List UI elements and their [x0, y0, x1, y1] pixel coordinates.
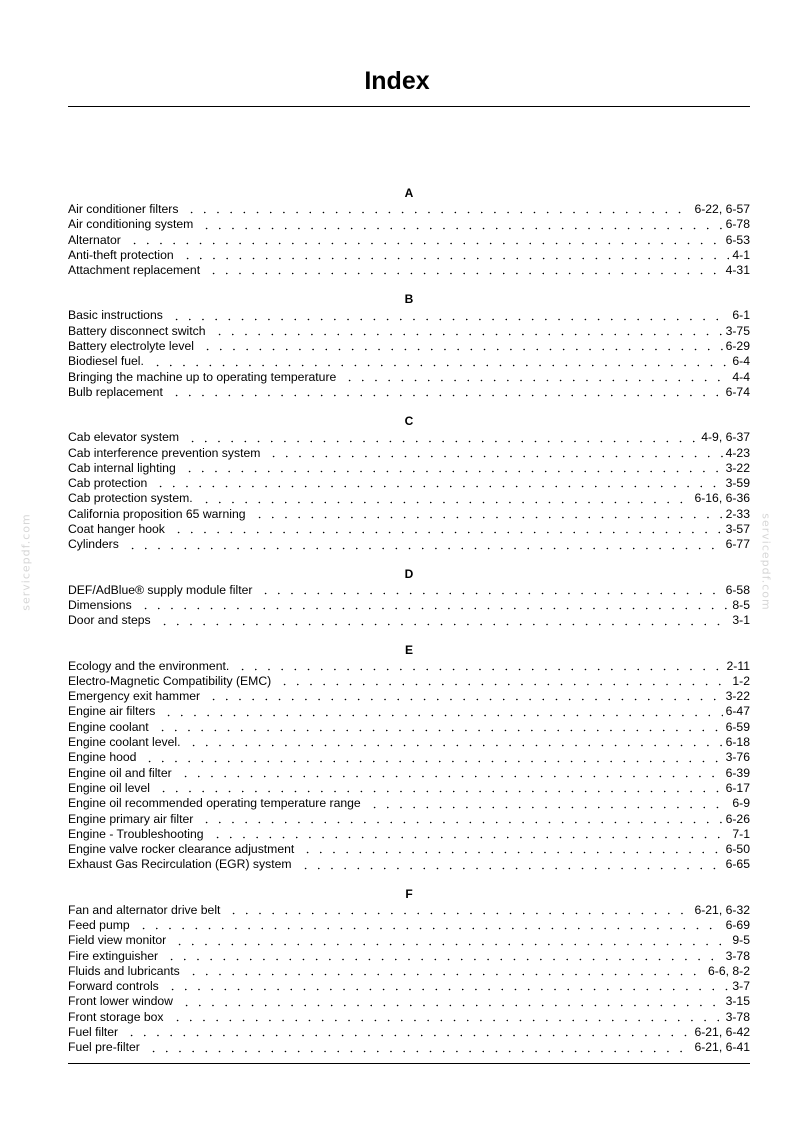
entry-pages: 3-78	[725, 1009, 750, 1024]
entry-term: Door and steps	[68, 613, 151, 628]
index-entry	[68, 796, 750, 811]
entry-pages: 3-59	[725, 476, 750, 491]
dot-leader	[153, 783, 723, 794]
index-entry	[68, 842, 750, 857]
entry-term: Engine coolant	[68, 719, 149, 734]
entry-term: Cylinders	[68, 537, 119, 552]
index-entry	[68, 781, 750, 796]
dot-leader	[167, 1012, 723, 1023]
dot-leader	[161, 951, 723, 962]
entry-pages: 9-5	[732, 933, 750, 948]
watermark-right: servicepdf.com	[759, 513, 773, 611]
index-entry	[68, 827, 750, 842]
index-entry	[68, 476, 750, 491]
entry-pages: 3-7	[732, 979, 750, 994]
dot-leader	[181, 204, 691, 215]
entry-pages: 6-6, 8-2	[707, 963, 750, 978]
header-rule	[68, 106, 750, 107]
dot-leader	[249, 509, 723, 520]
entry-term: Bulb replacement	[68, 384, 163, 399]
index-entry	[68, 385, 750, 400]
index-section	[68, 567, 750, 629]
entry-pages: 6-16, 6-36	[694, 491, 750, 506]
entry-term: Bringing the machine up to operating temperature	[68, 369, 337, 384]
entry-term: Cab elevator system	[68, 430, 180, 445]
dot-leader	[166, 311, 730, 322]
entry-term: Fluids and lubricants	[68, 963, 180, 978]
dot-leader	[150, 478, 722, 489]
index-entry	[68, 812, 750, 827]
entry-pages: 6-74	[725, 384, 750, 399]
entry-term: California proposition 65 warning	[68, 506, 246, 521]
dot-leader	[196, 220, 722, 231]
entry-term: Fuel filter	[68, 1025, 119, 1040]
dot-leader	[169, 936, 729, 947]
index-section	[68, 414, 750, 552]
entry-pages: 3-22	[725, 689, 750, 704]
entry-term: Exhaust Gas Recirculation (EGR) system	[68, 857, 292, 872]
entry-term: Ecology and the environment.	[68, 658, 230, 673]
index-entry	[68, 491, 750, 506]
index-entry	[68, 324, 750, 339]
entry-pages: 6-18	[725, 735, 750, 750]
entry-term: Fan and alternator drive belt	[68, 902, 221, 917]
entry-pages: 3-1	[732, 613, 750, 628]
entry-term: Dimensions	[68, 597, 132, 612]
dot-leader	[139, 753, 722, 764]
entry-pages: 6-77	[725, 537, 750, 552]
entry-pages: 6-22, 6-57	[694, 202, 750, 216]
dot-leader	[196, 494, 692, 505]
entry-pages: 6-9	[732, 796, 750, 811]
entry-term: Cab protection	[68, 476, 148, 491]
index-entry	[68, 903, 750, 918]
entry-pages: 6-26	[725, 811, 750, 826]
dot-leader	[183, 966, 705, 977]
section-letter: D	[404, 566, 414, 581]
dot-leader	[263, 448, 722, 459]
index-entry	[68, 308, 750, 323]
section-letter: A	[404, 186, 414, 200]
entry-pages: 6-78	[725, 217, 750, 232]
dot-leader	[197, 341, 723, 352]
entry-pages: 6-53	[725, 232, 750, 247]
entry-pages: 4-4	[732, 369, 750, 384]
section-letter: B	[404, 292, 414, 307]
entry-term: Basic instructions	[68, 308, 163, 323]
entry-term: Engine hood	[68, 750, 137, 765]
entry-term: Attachment replacement	[68, 263, 201, 278]
index-entry	[68, 339, 750, 354]
entry-pages: 3-15	[725, 994, 750, 1009]
entry-term: Electro-Magnetic Compatibility (EMC)	[68, 673, 272, 688]
entry-term: Engine air filters	[68, 704, 156, 719]
dot-leader	[255, 585, 722, 596]
section-letter: E	[404, 642, 413, 657]
dot-leader	[297, 844, 722, 855]
dot-leader	[121, 1027, 691, 1038]
entry-pages: 6-65	[725, 857, 750, 872]
entry-term: Alternator	[68, 232, 121, 247]
dot-leader	[166, 387, 723, 398]
index-entry	[68, 461, 750, 476]
index-entry	[68, 263, 750, 278]
index-entry	[68, 522, 750, 537]
dot-leader	[135, 600, 730, 611]
entry-term: Field view monitor	[68, 933, 167, 948]
index-entry	[68, 598, 750, 613]
index-entry	[68, 613, 750, 628]
entry-term: Engine oil level	[68, 780, 150, 795]
entry-pages: 6-17	[725, 780, 750, 795]
dot-leader	[162, 981, 730, 992]
index-entry	[68, 217, 750, 232]
entry-term: Feed pump	[68, 917, 130, 932]
index-entry	[68, 507, 750, 522]
index-entry	[68, 1025, 750, 1040]
dot-leader	[364, 799, 730, 810]
index-entry	[68, 674, 750, 689]
entry-term: Cab interference prevention system	[68, 445, 261, 460]
index-entry	[68, 720, 750, 735]
footer-rule	[68, 1063, 750, 1064]
dot-leader	[339, 372, 729, 383]
entry-term: Engine primary air filter	[68, 811, 194, 826]
index-entry	[68, 994, 750, 1009]
dot-leader	[182, 433, 698, 444]
dot-leader	[175, 768, 723, 779]
dot-leader	[274, 676, 729, 687]
index-entry	[68, 537, 750, 552]
index-entry	[68, 1010, 750, 1025]
dot-leader	[124, 235, 723, 246]
index-entry	[68, 583, 750, 598]
entry-term: Air conditioning system	[68, 217, 194, 232]
index-entry	[68, 233, 750, 248]
entry-pages: 6-69	[725, 917, 750, 932]
index-entry	[68, 430, 750, 445]
entry-pages: 3-76	[725, 750, 750, 765]
entry-pages: 6-21, 6-42	[694, 1025, 750, 1040]
entry-pages: 7-1	[732, 826, 750, 841]
entry-term: Emergency exit hammer	[68, 689, 201, 704]
entry-term: Battery electrolyte level	[68, 339, 194, 354]
entry-pages: 3-78	[725, 948, 750, 963]
entry-pages: 6-50	[725, 842, 750, 857]
index-entry	[68, 964, 750, 979]
entry-pages: 4-31	[725, 263, 750, 278]
entry-pages: 2-33	[725, 506, 750, 521]
entry-pages: 6-29	[725, 339, 750, 354]
index-entry	[68, 370, 750, 385]
dot-leader	[179, 463, 723, 474]
index-entry	[68, 704, 750, 719]
dot-leader	[295, 860, 723, 871]
index-entry	[68, 202, 750, 217]
entry-term: Cab protection system.	[68, 491, 193, 506]
dot-leader	[196, 814, 722, 825]
dot-leader	[143, 1043, 692, 1054]
index-entry	[68, 766, 750, 781]
entry-pages: 6-47	[725, 704, 750, 719]
index-entry	[68, 949, 750, 964]
dot-leader	[168, 524, 723, 535]
index-entry	[68, 750, 750, 765]
entry-term: Front lower window	[68, 994, 173, 1009]
section-letter: C	[404, 414, 414, 429]
entry-term: Front storage box	[68, 1009, 164, 1024]
dot-leader	[147, 357, 729, 368]
entry-pages: 4-1	[732, 247, 750, 262]
entry-pages: 2-11	[726, 658, 750, 673]
index-entry	[68, 689, 750, 704]
entry-pages: 6-58	[725, 582, 750, 597]
entry-term: Battery disconnect switch	[68, 323, 206, 338]
entry-pages: 3-22	[725, 460, 750, 475]
entry-pages: 1-2	[732, 673, 750, 688]
dot-leader	[203, 265, 722, 276]
entry-pages: 6-59	[725, 719, 750, 734]
entry-pages: 6-21, 6-41	[694, 1040, 750, 1055]
entry-term: Engine coolant level.	[68, 735, 181, 750]
index-content	[68, 186, 750, 1070]
dot-leader	[154, 616, 730, 627]
watermark-left: servicepdf.com	[19, 513, 33, 611]
entry-pages: 8-5	[732, 597, 750, 612]
entry-term: Forward controls	[68, 979, 159, 994]
entry-term: Fuel pre-filter	[68, 1040, 140, 1055]
entry-term: Biodiesel fuel.	[68, 354, 144, 369]
section-letter: F	[405, 886, 413, 901]
index-section	[68, 292, 750, 400]
index-entry	[68, 659, 750, 674]
dot-leader	[152, 722, 723, 733]
dot-leader	[203, 691, 723, 702]
entry-pages: 6-21, 6-32	[694, 902, 750, 917]
dot-leader	[183, 737, 722, 748]
dot-leader	[133, 920, 723, 931]
entry-term: Anti-theft protection	[68, 247, 174, 262]
index-entry	[68, 857, 750, 872]
entry-term: Air conditioner filters	[68, 202, 179, 216]
index-entry	[68, 918, 750, 933]
index-entry	[68, 1040, 750, 1055]
dot-leader	[207, 829, 730, 840]
entry-term: Coat hanger hook	[68, 522, 165, 537]
index-entry	[68, 446, 750, 461]
index-entry	[68, 933, 750, 948]
entry-term: Fire extinguisher	[68, 948, 159, 963]
dot-leader	[209, 326, 723, 337]
entry-pages: 3-75	[725, 323, 750, 338]
entry-pages: 6-1	[732, 308, 750, 323]
page-title: Index	[364, 67, 430, 95]
index-entry	[68, 248, 750, 263]
index-section	[68, 887, 750, 1056]
entry-term: Engine oil recommended operating temperature range	[68, 796, 361, 811]
entry-pages: 6-4	[732, 354, 750, 369]
dot-leader	[232, 661, 723, 672]
index-section	[68, 643, 750, 873]
entry-term: DEF/AdBlue® supply module filter	[68, 582, 253, 597]
entry-term: Engine valve rocker clearance adjustment	[68, 842, 295, 857]
index-entry	[68, 735, 750, 750]
dot-leader	[177, 250, 730, 261]
entry-pages: 4-23	[725, 445, 750, 460]
dot-leader	[176, 997, 723, 1008]
entry-term: Engine - Troubleshooting	[68, 826, 204, 841]
entry-term: Engine oil and filter	[68, 765, 172, 780]
index-entry	[68, 979, 750, 994]
dot-leader	[158, 707, 722, 718]
entry-pages: 4-9, 6-37	[701, 430, 750, 445]
entry-pages: 3-57	[725, 522, 750, 537]
entry-pages: 6-39	[725, 765, 750, 780]
entry-term: Cab internal lighting	[68, 460, 176, 475]
index-entry	[68, 354, 750, 369]
dot-leader	[223, 905, 691, 916]
index-section	[68, 186, 750, 278]
dot-leader	[122, 540, 723, 551]
